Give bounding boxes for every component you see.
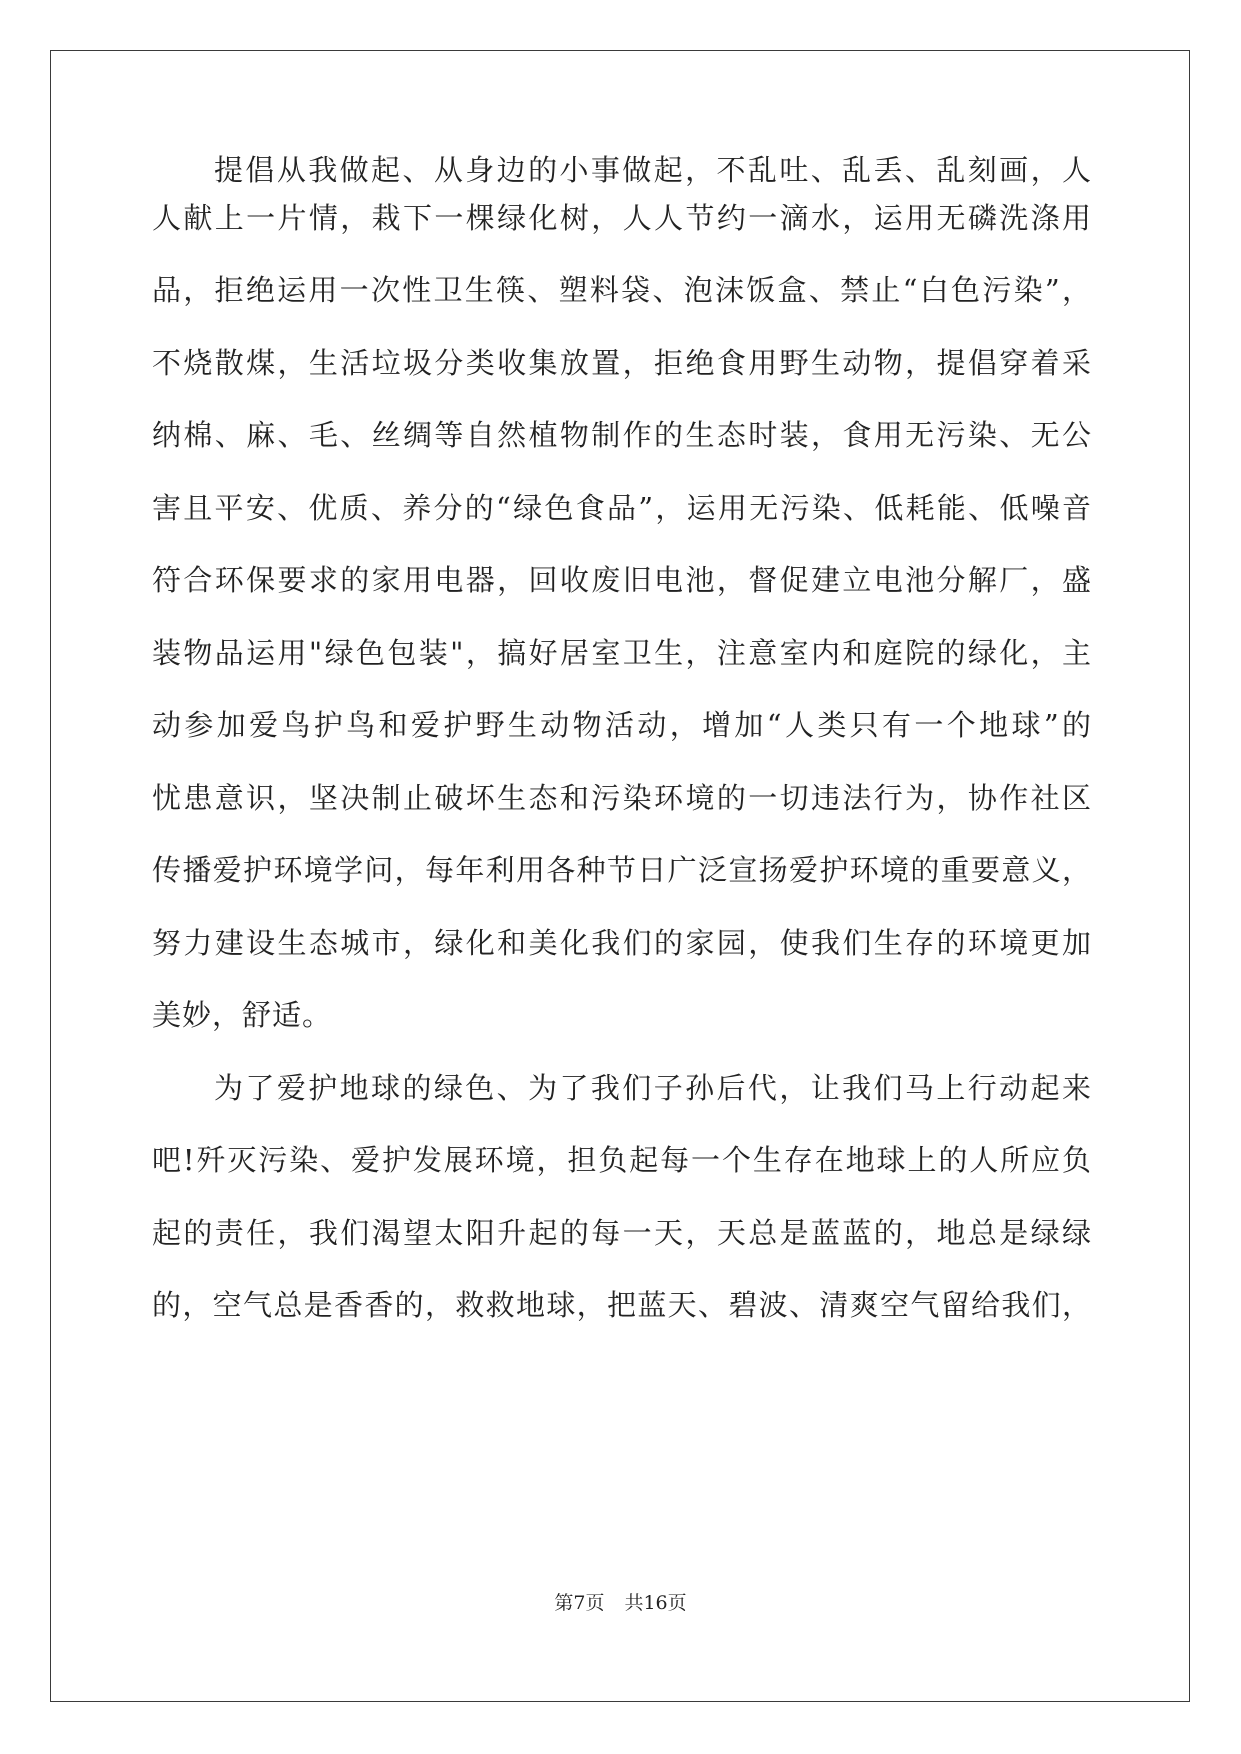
text-line: 的，空气总是香香的，救救地球，把蓝天、碧波、清爽空气留给我们， — [152, 1288, 1092, 1322]
text-line: 提倡从我做起、从身边的小事做起，不乱吐、乱丢、乱刻画，人 — [214, 153, 1092, 187]
text-line: 美妙，舒适。 — [152, 998, 333, 1032]
text-line: 害且平安、优质、养分的“绿色食品”，运用无污染、低耗能、低噪音 — [152, 491, 1092, 525]
text-line: 传播爱护环境学问，每年利用各种节日广泛宣扬爱护环境的重要意义， — [152, 853, 1092, 887]
page-number: 第7页 — [554, 1592, 605, 1614]
text-line: 品，拒绝运用一次性卫生筷、塑料袋、泡沫饭盒、禁止“白色污染”， — [152, 273, 1092, 307]
text-line: 纳棉、麻、毛、丝绸等自然植物制作的生态时装，食用无污染、无公 — [152, 418, 1092, 452]
text-line: 为了爱护地球的绿色、为了我们子孙后代，让我们马上行动起来 — [214, 1071, 1092, 1105]
text-line: 动参加爱鸟护鸟和爱护野生动物活动，增加“人类只有一个地球”的 — [152, 708, 1092, 742]
text-line: 忧患意识，坚决制止破坏生态和污染环境的一切违法行为，协作社区 — [152, 781, 1092, 815]
page-footer — [0, 1590, 1241, 1616]
text-line: 不烧散煤，生活垃圾分类收集放置，拒绝食用野生动物，提倡穿着采 — [152, 346, 1092, 380]
text-line: 努力建设生态城市，绿化和美化我们的家园，使我们生存的环境更加 — [152, 926, 1092, 960]
text-line: 起的责任，我们渴望太阳升起的每一天，天总是蓝蓝的，地总是绿绿 — [152, 1216, 1092, 1250]
text-line: 符合环保要求的家用电器，回收废旧电池，督促建立电池分解厂，盛 — [152, 563, 1092, 597]
text-line: 装物品运用"绿色包装"，搞好居室卫生，注意室内和庭院的绿化，主 — [152, 636, 1092, 670]
text-line: 人献上一片情，栽下一棵绿化树，人人节约一滴水，运用无磷洗涤用 — [152, 201, 1092, 235]
page-total: 共16页 — [624, 1592, 687, 1614]
text-line: 吧!歼灭污染、爱护发展环境，担负起每一个生存在地球上的人所应负 — [152, 1143, 1092, 1177]
